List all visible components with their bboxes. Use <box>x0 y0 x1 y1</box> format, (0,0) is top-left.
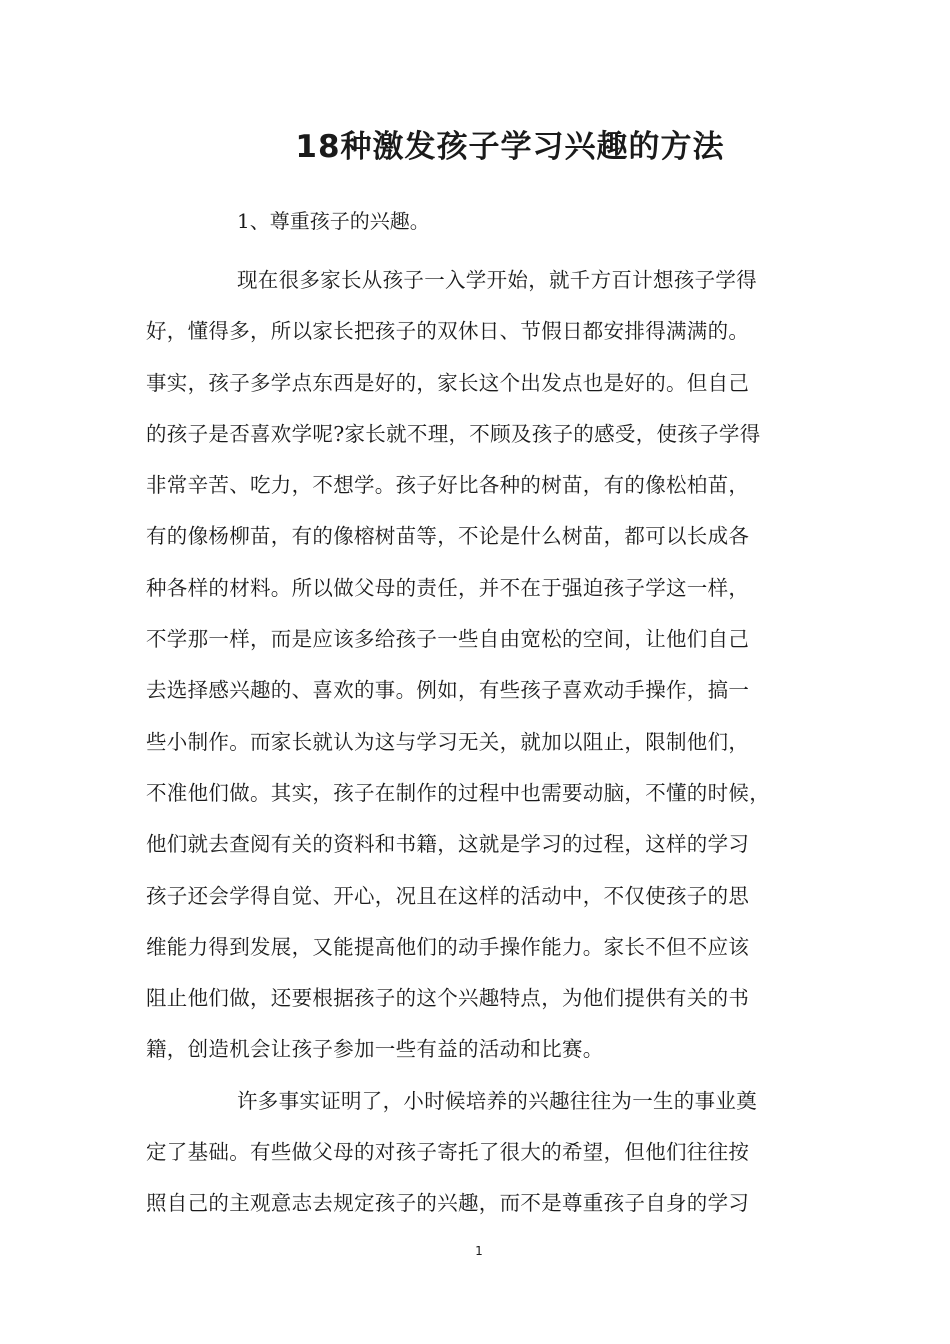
text-line: 去选择感兴趣的、喜欢的事。例如，有些孩子喜欢动手操作，搞一 <box>146 678 750 703</box>
text-line: 事实，孩子多学点东西是好的，家长这个出发点也是好的。但自己 <box>146 370 750 395</box>
text-line: 维能力得到发展，又能提高他们的动手操作能力。家长不但不应该 <box>146 934 750 959</box>
text-line: 许多事实证明了，小时候培养的兴趣往往为一生的事业奠 <box>237 1088 757 1113</box>
text-line: 孩子还会学得自觉、开心，况且在这样的活动中，不仅使孩子的思 <box>146 883 750 908</box>
text-line: 的孩子是否喜欢学呢?家长就不理，不顾及孩子的感受，使孩子学得 <box>146 421 761 446</box>
text-line: 定了基础。有些做父母的对孩子寄托了很大的希望，但他们往往按 <box>146 1140 750 1165</box>
text-line: 些小制作。而家长就认为这与学习无关，就加以阻止，限制他们， <box>146 729 750 754</box>
text-line: 现在很多家长从孩子一入学开始，就千方百计想孩子学得 <box>237 268 757 292</box>
text-line: 他们就去查阅有关的资料和书籍，这就是学习的过程，这样的学习 <box>146 832 750 857</box>
text-line: 不学那一样，而是应该多给孩子一些自由宽松的空间，让他们自己 <box>146 627 750 652</box>
section-heading: 1、尊重孩子的兴趣。 <box>237 209 430 233</box>
text-line: 阻止他们做，还要根据孩子的这个兴趣特点，为他们提供有关的书 <box>146 986 750 1011</box>
text-line: 非常辛苦、吃力，不想学。孩子好比各种的树苗，有的像松柏苗， <box>146 473 750 498</box>
page-number: 1 <box>475 1244 483 1258</box>
page-title: 18种激发孩子学习兴趣的方法 <box>295 129 725 165</box>
text-line: 不准他们做。其实，孩子在制作的过程中也需要动脑，不懂的时候， <box>146 780 770 805</box>
text-line: 好，懂得多，所以家长把孩子的双休日、节假日都安排得满满的。 <box>146 319 750 344</box>
text-line: 籍，创造机会让孩子参加一些有益的活动和比赛。 <box>146 1037 604 1062</box>
text-line: 种各样的材料。所以做父母的责任，并不在于强迫孩子学这一样， <box>146 575 750 600</box>
text-line: 有的像杨柳苗，有的像榕树苗等，不论是什么树苗，都可以长成各 <box>146 524 750 549</box>
text-line: 照自己的主观意志去规定孩子的兴趣，而不是尊重孩子自身的学习 <box>146 1191 750 1216</box>
body-text <box>146 262 846 1237</box>
